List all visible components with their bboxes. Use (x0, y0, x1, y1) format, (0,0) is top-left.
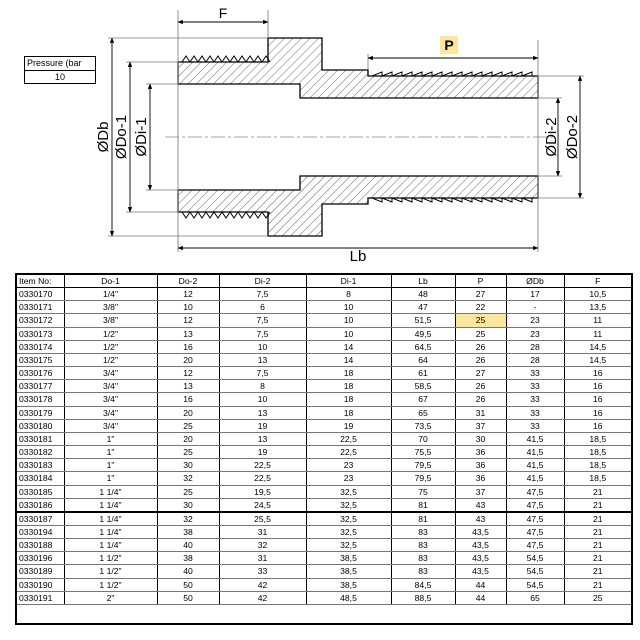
table-cell: 0330185 (17, 485, 64, 498)
table-cell: 65 (506, 591, 564, 604)
table-cell: 30 (455, 432, 506, 445)
table-row (17, 446, 631, 459)
table-cell: 83 (391, 565, 455, 578)
table-cell: 12 (157, 288, 219, 301)
table-cell: 67 (391, 393, 455, 406)
table-row (17, 301, 631, 314)
table-cell: 79,5 (391, 472, 455, 485)
table-cell: 1" (64, 432, 157, 445)
table-cell: 0330194 (17, 525, 64, 538)
table-cell: 25 (157, 485, 219, 498)
table-row (17, 406, 631, 419)
table-cell: 8 (219, 380, 306, 393)
table-cell: 0330180 (17, 419, 64, 432)
table-cell: 14 (306, 340, 391, 353)
table-cell: 1 1/4" (64, 498, 157, 512)
column-header: Item No: (17, 275, 64, 288)
table-cell: 3/4" (64, 406, 157, 419)
table-cell: 26 (455, 393, 506, 406)
table-cell: 1 1/2" (64, 578, 157, 591)
table-row (17, 393, 631, 406)
table-cell: 1 1/2" (64, 565, 157, 578)
table-cell: 7,5 (219, 327, 306, 340)
table-cell: 38 (157, 552, 219, 565)
table-cell: 50 (157, 591, 219, 604)
table-cell: 65 (391, 406, 455, 419)
table-cell: 16 (564, 393, 631, 406)
table-cell: 47,5 (506, 539, 564, 552)
table-cell: 10 (219, 393, 306, 406)
table-cell: 31 (219, 552, 306, 565)
table-cell: 33 (506, 393, 564, 406)
table-cell: 11 (564, 314, 631, 327)
table-cell: 32,5 (306, 485, 391, 498)
table-cell: 26 (455, 380, 506, 393)
table-cell: 1" (64, 459, 157, 472)
table-cell: 26 (455, 353, 506, 366)
table-cell: 81 (391, 512, 455, 526)
table-cell: 43,5 (455, 539, 506, 552)
table-cell: 7,5 (219, 314, 306, 327)
table-cell: 19,5 (219, 485, 306, 498)
table-cell: 88,5 (391, 591, 455, 604)
column-header: ØDb (506, 275, 564, 288)
table-cell: 21 (564, 512, 631, 526)
table-cell: 22,5 (219, 459, 306, 472)
table-cell: 6 (219, 301, 306, 314)
table-cell: 58,5 (391, 380, 455, 393)
table-cell: 0330181 (17, 432, 64, 445)
table-cell: 25 (564, 591, 631, 604)
table-cell: 10 (306, 314, 391, 327)
table-cell: 54,5 (506, 578, 564, 591)
table-cell: 13 (157, 327, 219, 340)
table-cell: 13 (157, 380, 219, 393)
column-header: Do-2 (157, 275, 219, 288)
table-cell: 83 (391, 552, 455, 565)
table-cell: 27 (455, 288, 506, 301)
table-cell: 36 (455, 472, 506, 485)
table-cell: 10,5 (564, 288, 631, 301)
table-cell: 47 (391, 301, 455, 314)
table-cell: 83 (391, 525, 455, 538)
table-cell: 0330190 (17, 578, 64, 591)
table-cell: 30 (157, 459, 219, 472)
table-cell: 22,5 (306, 446, 391, 459)
table-cell: 13,5 (564, 301, 631, 314)
table-cell: 0330179 (17, 406, 64, 419)
table-cell: 13 (219, 353, 306, 366)
table-cell: 23 (306, 472, 391, 485)
table-cell: 32,5 (306, 525, 391, 538)
table-cell: 40 (157, 539, 219, 552)
table-cell: 1/4" (64, 288, 157, 301)
table-cell: 8 (306, 288, 391, 301)
table-cell: 1/2" (64, 327, 157, 340)
table-cell: 33 (506, 367, 564, 380)
dim-label-di1: ØDi-1 (133, 117, 150, 157)
table-cell: 47,5 (506, 525, 564, 538)
table-cell: 44 (455, 578, 506, 591)
table-cell: 10 (157, 301, 219, 314)
column-header: P (455, 275, 506, 288)
table-cell: 25 (455, 314, 506, 327)
table-cell: 22,5 (306, 432, 391, 445)
column-header: Do-1 (64, 275, 157, 288)
table-cell: 1 1/4" (64, 485, 157, 498)
table-cell: 32 (157, 512, 219, 526)
table-cell: 25,5 (219, 512, 306, 526)
table-cell: 12 (157, 314, 219, 327)
table-cell: 18,5 (564, 432, 631, 445)
table-cell: 81 (391, 498, 455, 512)
table-cell: 54,5 (506, 552, 564, 565)
table-cell: 13 (219, 432, 306, 445)
pressure-value: 10 (25, 70, 95, 83)
table-cell: 19 (219, 446, 306, 459)
table-cell: 44 (455, 591, 506, 604)
table-cell: 16 (564, 419, 631, 432)
table-cell: 33 (219, 565, 306, 578)
column-header: Lb (391, 275, 455, 288)
table-cell: 0330191 (17, 591, 64, 604)
table-cell: 30 (157, 498, 219, 512)
table-cell: 25 (455, 327, 506, 340)
table-row (17, 380, 631, 393)
table-row (17, 525, 631, 538)
table-cell: 18,5 (564, 446, 631, 459)
table-cell: 18,5 (564, 472, 631, 485)
table-cell: 20 (157, 432, 219, 445)
table-cell: 36 (455, 459, 506, 472)
table-cell: 20 (157, 406, 219, 419)
table-cell: 10 (219, 340, 306, 353)
table-cell: 21 (564, 565, 631, 578)
table-cell: 38,5 (306, 578, 391, 591)
table-cell: 28 (506, 353, 564, 366)
table-cell: 64 (391, 353, 455, 366)
table-cell: 42 (219, 578, 306, 591)
table-cell: 40 (157, 565, 219, 578)
table-cell: 16 (564, 406, 631, 419)
table-cell: 61 (391, 367, 455, 380)
table-cell: 41,5 (506, 446, 564, 459)
table-cell: - (506, 301, 564, 314)
table-row (17, 485, 631, 498)
table-cell: 38,5 (306, 552, 391, 565)
table-row (17, 472, 631, 485)
table-cell: 17 (506, 288, 564, 301)
table-cell: 25 (157, 446, 219, 459)
table-cell: 3/4" (64, 419, 157, 432)
table-cell: 10 (306, 301, 391, 314)
table-cell: 16 (157, 340, 219, 353)
table-cell: 0330176 (17, 367, 64, 380)
dimensions-table (17, 275, 631, 605)
table-row (17, 432, 631, 445)
table-cell: 36 (455, 446, 506, 459)
table-cell: 0330174 (17, 340, 64, 353)
pressure-label: Pressure (bar (27, 58, 82, 68)
table-cell: 1 1/2" (64, 552, 157, 565)
table-cell: 37 (455, 485, 506, 498)
table-cell: 0330187 (17, 512, 64, 526)
table-row (17, 340, 631, 353)
table-cell: 48,5 (306, 591, 391, 604)
table-cell: 41,5 (506, 459, 564, 472)
table-row (17, 288, 631, 301)
table-cell: 0330188 (17, 539, 64, 552)
table-cell: 21 (564, 539, 631, 552)
table-row (17, 591, 631, 604)
dim-label-di2: ØDi-2 (543, 117, 560, 157)
column-header: Di-1 (306, 275, 391, 288)
table-cell: 13 (219, 406, 306, 419)
table-cell: 23 (506, 314, 564, 327)
table-cell: 0330178 (17, 393, 64, 406)
table-cell: 16 (564, 367, 631, 380)
table-cell: 28 (506, 340, 564, 353)
table-row (17, 353, 631, 366)
table-cell: 37 (455, 419, 506, 432)
table-row (17, 512, 631, 526)
table-cell: 32,5 (306, 539, 391, 552)
table-cell: 41,5 (506, 432, 564, 445)
table-cell: 19 (219, 419, 306, 432)
table-cell: 0330189 (17, 565, 64, 578)
table-cell: 1/2" (64, 353, 157, 366)
table-cell: 21 (564, 552, 631, 565)
dimensions-table-container (15, 273, 633, 625)
table-row (17, 314, 631, 327)
table-cell: 23 (306, 459, 391, 472)
table-row (17, 419, 631, 432)
table-cell: 0330184 (17, 472, 64, 485)
table-cell: 20 (157, 353, 219, 366)
table-cell: 33 (506, 380, 564, 393)
table-row (17, 565, 631, 578)
table-cell: 47,5 (506, 485, 564, 498)
table-cell: 18,5 (564, 459, 631, 472)
table-cell: 42 (219, 591, 306, 604)
dim-label-f: F (218, 5, 228, 21)
table-cell: 14 (306, 353, 391, 366)
table-cell: 32 (157, 472, 219, 485)
table-cell: 51,5 (391, 314, 455, 327)
table-row (17, 552, 631, 565)
table-cell: 21 (564, 525, 631, 538)
table-cell: 3/4" (64, 393, 157, 406)
table-cell: 84,5 (391, 578, 455, 591)
table-body (17, 288, 631, 605)
table-cell: 41,5 (506, 472, 564, 485)
dimension-lines (112, 22, 580, 248)
table-row (17, 459, 631, 472)
dim-label-do2: ØDo-2 (564, 114, 581, 160)
table-cell: 1 1/4" (64, 539, 157, 552)
table-cell: 26 (455, 340, 506, 353)
table-cell: 70 (391, 432, 455, 445)
table-cell: 19 (306, 419, 391, 432)
table-cell: 11 (564, 327, 631, 340)
table-cell: 7,5 (219, 367, 306, 380)
table-cell: 43,5 (455, 552, 506, 565)
table-cell: 0330186 (17, 498, 64, 512)
table-cell: 0330170 (17, 288, 64, 301)
table-cell: 16 (564, 380, 631, 393)
table-cell: 0330177 (17, 380, 64, 393)
table-cell: 75 (391, 485, 455, 498)
table-cell: 18 (306, 406, 391, 419)
table-cell: 0330182 (17, 446, 64, 459)
table-cell: 43 (455, 498, 506, 512)
table-cell: 0330183 (17, 459, 64, 472)
table-cell: 48 (391, 288, 455, 301)
table-cell: 22,5 (219, 472, 306, 485)
table-cell: 23 (506, 327, 564, 340)
table-cell: 2" (64, 591, 157, 604)
table-cell: 75,5 (391, 446, 455, 459)
table-cell: 79,5 (391, 459, 455, 472)
table-cell: 27 (455, 367, 506, 380)
table-row (17, 327, 631, 340)
table-cell: 1 1/4" (64, 525, 157, 538)
table-row (17, 367, 631, 380)
dim-label-lb: Lb (349, 248, 367, 265)
table-cell: 1" (64, 472, 157, 485)
table-cell: 38 (157, 525, 219, 538)
table-cell: 43,5 (455, 525, 506, 538)
table-cell: 33 (506, 419, 564, 432)
table-cell: 49,5 (391, 327, 455, 340)
column-header: Di-2 (219, 275, 306, 288)
table-cell: 3/4" (64, 367, 157, 380)
table-cell: 3/4" (64, 380, 157, 393)
table-cell: 54,5 (506, 565, 564, 578)
table-cell: 31 (455, 406, 506, 419)
table-cell: 24,5 (219, 498, 306, 512)
fitting-technical-drawing (0, 0, 640, 270)
table-cell: 10 (306, 327, 391, 340)
table-cell: 16 (157, 393, 219, 406)
table-cell: 21 (564, 498, 631, 512)
table-header-row (17, 275, 631, 288)
table-cell: 18 (306, 367, 391, 380)
column-header: F (564, 275, 631, 288)
table-cell: 1 1/4" (64, 512, 157, 526)
table-cell: 43 (455, 512, 506, 526)
table-cell: 18 (306, 393, 391, 406)
table-cell: 32,5 (306, 512, 391, 526)
table-cell: 3/8" (64, 314, 157, 327)
table-cell: 47,5 (506, 512, 564, 526)
table-cell: 7,5 (219, 288, 306, 301)
table-row (17, 578, 631, 591)
dim-label-db: ØDb (95, 121, 112, 153)
table-cell: 0330171 (17, 301, 64, 314)
table-cell: 47,5 (506, 498, 564, 512)
table-cell: 73,5 (391, 419, 455, 432)
table-cell: 1" (64, 446, 157, 459)
dim-label-p: P (444, 37, 454, 53)
table-cell: 0330196 (17, 552, 64, 565)
table-cell: 0330172 (17, 314, 64, 327)
table-cell: 25 (157, 419, 219, 432)
pressure-box (24, 56, 96, 84)
table-row (17, 498, 631, 512)
table-cell: 43,5 (455, 565, 506, 578)
table-cell: 21 (564, 578, 631, 591)
dim-label-do1: ØDo-1 (113, 114, 130, 160)
table-cell: 12 (157, 367, 219, 380)
table-cell: 32,5 (306, 498, 391, 512)
table-cell: 38,5 (306, 565, 391, 578)
table-cell: 3/8" (64, 301, 157, 314)
table-cell: 1/2" (64, 340, 157, 353)
table-cell: 83 (391, 539, 455, 552)
table-cell: 50 (157, 578, 219, 591)
table-cell: 33 (506, 406, 564, 419)
extension-lines (108, 10, 584, 252)
table-cell: 22 (455, 301, 506, 314)
table-cell: 31 (219, 525, 306, 538)
table-cell: 14,5 (564, 353, 631, 366)
table-cell: 0330175 (17, 353, 64, 366)
table-cell: 0330173 (17, 327, 64, 340)
table-cell: 64,5 (391, 340, 455, 353)
table-cell: 32 (219, 539, 306, 552)
table-row (17, 539, 631, 552)
table-cell: 14,5 (564, 340, 631, 353)
table-cell: 18 (306, 380, 391, 393)
table-cell: 21 (564, 485, 631, 498)
